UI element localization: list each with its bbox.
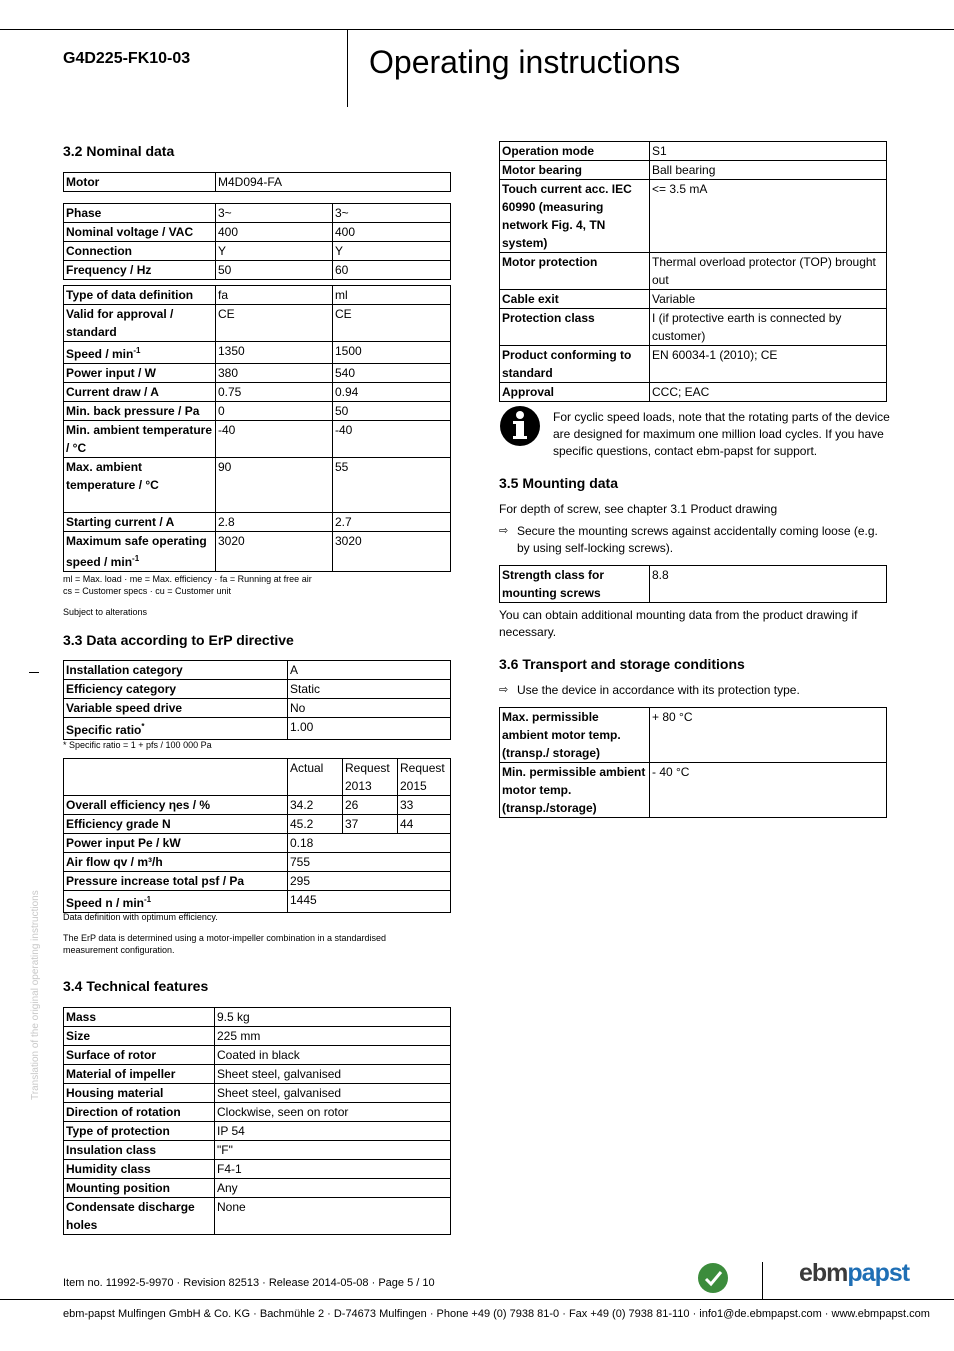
row-label: Starting current / A	[64, 513, 216, 532]
col-text: 2013	[345, 779, 372, 793]
row-label: Power input Pe / kW	[64, 834, 288, 853]
table-row	[500, 161, 887, 180]
info-icon	[499, 405, 541, 447]
row-label: Cable exit	[500, 290, 650, 309]
table-row	[64, 286, 451, 305]
section-heading-transport: 3.6 Transport and storage conditions	[499, 656, 745, 672]
table-row	[64, 1046, 451, 1065]
row-label: Air flow qv / m³/h	[64, 853, 288, 872]
cell: Y	[333, 242, 451, 261]
arrow-icon: ⇨	[499, 525, 509, 537]
table-row	[64, 421, 451, 458]
table-row	[500, 383, 887, 402]
cell: 225 mm	[215, 1027, 451, 1046]
row-label: Efficiency category	[64, 680, 288, 699]
cell: Any	[215, 1179, 451, 1198]
row-label: Mass	[64, 1008, 215, 1027]
section-heading-tech: 3.4 Technical features	[63, 978, 209, 994]
label-sup: -1	[133, 346, 141, 355]
row-label: Variable speed drive	[64, 699, 288, 718]
row-label	[64, 342, 216, 364]
motor-table	[63, 172, 451, 192]
transport-bullet	[499, 682, 887, 699]
cell: 0.94	[333, 383, 451, 402]
table-row	[64, 305, 451, 342]
row-label: Approval	[500, 383, 650, 402]
row-label: Protection class	[500, 309, 650, 346]
cell: 8.8	[650, 566, 887, 603]
cell: 50	[216, 261, 333, 280]
title-divider	[347, 30, 348, 107]
cell: S1	[650, 142, 887, 161]
row-label: Surface of rotor	[64, 1046, 215, 1065]
cell: Sheet steel, galvanised	[215, 1084, 451, 1103]
table-row	[64, 223, 451, 242]
col-text: 2015	[400, 779, 427, 793]
table-row	[64, 718, 451, 740]
row-label: Max. ambient temperature / °C	[64, 458, 216, 513]
page-title: Operating instructions	[369, 44, 681, 80]
row-label	[64, 891, 288, 913]
cell: 3~	[333, 204, 451, 223]
col-request-2015	[398, 759, 451, 796]
cell: 295	[288, 872, 451, 891]
cell: CE	[216, 305, 333, 342]
cell: Static	[288, 680, 451, 699]
row-label: Nominal voltage / VAC	[64, 223, 216, 242]
table-row	[64, 699, 451, 718]
cell: 33	[398, 796, 451, 815]
row-label: Insulation class	[64, 1141, 215, 1160]
table-row	[64, 1198, 451, 1235]
erp-table	[63, 660, 451, 740]
table-row	[500, 763, 887, 818]
cell: -40	[216, 421, 333, 458]
cell: 3020	[333, 532, 451, 572]
cell: 34.2	[288, 796, 343, 815]
cell: 400	[333, 223, 451, 242]
table-row	[64, 1122, 451, 1141]
row-label: Min. back pressure / Pa	[64, 402, 216, 421]
cell: 540	[333, 364, 451, 383]
cell: 3~	[216, 204, 333, 223]
row-label: Installation category	[64, 661, 288, 680]
erp-efficiency-table	[63, 758, 451, 913]
cell: "F"	[215, 1141, 451, 1160]
row-label	[64, 718, 288, 740]
row-label: Motor protection	[500, 253, 650, 290]
cell: ml	[333, 286, 451, 305]
side-note: Translation of the original operating instructions	[30, 890, 41, 1100]
table-row	[64, 1065, 451, 1084]
info-note: For cyclic speed loads, note that the rotating parts of the device are designed for maximum one million load cycles. If you have specific questions, contact ebm-papst for support.	[553, 410, 890, 458]
cell: Clockwise, seen on rotor	[215, 1103, 451, 1122]
col-actual	[288, 759, 343, 796]
table-row	[500, 253, 887, 290]
row-label: Direction of rotation	[64, 1103, 215, 1122]
table-row	[64, 513, 451, 532]
table-row	[64, 242, 451, 261]
row-label: Mounting position	[64, 1179, 215, 1198]
table-row	[500, 708, 887, 763]
cell: 400	[216, 223, 333, 242]
row-label: Phase	[64, 204, 216, 223]
legend-line-1: ml = Max. load · me = Max. efficiency · fa = Running at free air	[63, 574, 312, 584]
footer-rule	[0, 1299, 954, 1300]
table-row	[64, 1141, 451, 1160]
electric-table	[63, 203, 451, 280]
table-row	[64, 458, 451, 513]
top-rule	[0, 29, 954, 30]
table-row	[64, 1103, 451, 1122]
table-header-row	[64, 759, 451, 796]
row-label: Min. permissible ambient motor temp. (transp./storage)	[500, 763, 650, 818]
cell: IP 54	[215, 1122, 451, 1141]
table-row	[64, 173, 451, 192]
row-label	[64, 532, 216, 572]
cell: 55	[333, 458, 451, 513]
cell: Thermal overload protector (TOP) brought out	[650, 253, 887, 290]
footer-item-info: Item no. 11992-5-9970 · Revision 82513 · Release 2014-05-08 · Page 5 / 10	[63, 1277, 435, 1289]
legend-line-2: cs = Customer specs · cu = Customer unit	[63, 586, 232, 596]
row-label: Connection	[64, 242, 216, 261]
table-row	[64, 1084, 451, 1103]
subject-note: Subject to alterations	[63, 607, 148, 617]
cell: Variable	[650, 290, 887, 309]
erp-note-2: The ErP data is determined using a motor-impeller combination in a standardised measurement configuration.	[63, 933, 387, 955]
cell: 45.2	[288, 815, 343, 834]
cell: CE	[333, 305, 451, 342]
row-label: Power input / W	[64, 364, 216, 383]
row-label: Efficiency grade N	[64, 815, 288, 834]
cell: None	[215, 1198, 451, 1235]
cell: Sheet steel, galvanised	[215, 1065, 451, 1084]
cell: 26	[343, 796, 398, 815]
label-text: Maximum safe operating speed / min	[66, 534, 207, 569]
label-text: Specific ratio	[66, 723, 142, 737]
table-row	[64, 680, 451, 699]
cell: 2.7	[333, 513, 451, 532]
cell: EN 60034-1 (2010); CE	[650, 346, 887, 383]
label-text: Speed / min	[66, 347, 134, 361]
row-label: Overall efficiency ηes / %	[64, 796, 288, 815]
col-text: Request	[400, 761, 445, 775]
row-label: Current draw / A	[64, 383, 216, 402]
row-label: Condensate discharge holes	[64, 1198, 215, 1235]
cell: 3020	[216, 532, 333, 572]
cell: 0.18	[288, 834, 451, 853]
table-row	[500, 566, 887, 603]
cell: 380	[216, 364, 333, 383]
section-heading-nominal: 3.2 Nominal data	[63, 143, 175, 159]
label-sup: -1	[144, 895, 152, 904]
table-row	[64, 872, 451, 891]
row-label: Size	[64, 1027, 215, 1046]
cell: -40	[333, 421, 451, 458]
row-label: Humidity class	[64, 1160, 215, 1179]
table-row	[64, 661, 451, 680]
cell: Coated in black	[215, 1046, 451, 1065]
cell: 0.75	[216, 383, 333, 402]
col-request-2013	[343, 759, 398, 796]
row-label: Frequency / Hz	[64, 261, 216, 280]
row-label: Min. ambient temperature / °C	[64, 421, 216, 458]
document-id: G4D225-FK10-03	[63, 50, 191, 67]
section-heading-mounting: 3.5 Mounting data	[499, 475, 618, 491]
cell: F4-1	[215, 1160, 451, 1179]
cell: 2.8	[216, 513, 333, 532]
cell: - 40 °C	[650, 763, 887, 818]
cell: 60	[333, 261, 451, 280]
row-label: Housing material	[64, 1084, 215, 1103]
cell: 1350	[216, 342, 333, 364]
mounting-table	[499, 565, 887, 603]
mounting-bullet	[499, 523, 887, 557]
row-label: Product conforming to standard	[500, 346, 650, 383]
table-row	[64, 891, 451, 913]
brand-part: ebm	[799, 1259, 848, 1287]
table-row	[500, 180, 887, 253]
cell: + 80 °C	[650, 708, 887, 763]
row-label: Motor bearing	[500, 161, 650, 180]
motor-label: Motor	[64, 173, 216, 192]
cell: 0	[216, 402, 333, 421]
table-row	[64, 342, 451, 364]
brand-part: papst	[847, 1259, 910, 1287]
cell: 1.00	[288, 718, 451, 740]
table-row	[64, 383, 451, 402]
row-label: Valid for approval / standard	[64, 305, 216, 342]
table-row	[64, 1027, 451, 1046]
cell: No	[288, 699, 451, 718]
row-label: Strength class for mounting screws	[500, 566, 650, 603]
table-row	[64, 1179, 451, 1198]
cell: A	[288, 661, 451, 680]
table-row	[500, 346, 887, 383]
specific-ratio-footnote: * Specific ratio = 1 + pfs / 100 000 Pa	[63, 740, 212, 750]
tech-table-continued	[499, 141, 887, 402]
arrow-icon: ⇨	[499, 684, 509, 696]
label-sup: *	[141, 722, 145, 731]
bullet-text: Use the device in accordance with its protection type.	[517, 683, 800, 697]
margin-mark	[29, 672, 39, 673]
cell: 50	[333, 402, 451, 421]
cell: fa	[216, 286, 333, 305]
row-label: Material of impeller	[64, 1065, 215, 1084]
table-row	[64, 532, 451, 572]
green-tech-logo	[697, 1262, 729, 1294]
section-heading-erp: 3.3 Data according to ErP directive	[63, 632, 294, 648]
cell: 90	[216, 458, 333, 513]
transport-table	[499, 707, 887, 818]
row-label: Operation mode	[500, 142, 650, 161]
table-row	[500, 142, 887, 161]
logo-divider	[762, 1262, 763, 1300]
empty-header-cell	[64, 759, 288, 796]
erp-note-1: Data definition with optimum efficiency.	[63, 912, 218, 922]
cell: 755	[288, 853, 451, 872]
bullet-text: Secure the mounting screws against accidentally coming loose (e.g. by using self-locking screws).	[517, 524, 878, 555]
cell: 44	[398, 815, 451, 834]
nominal-table	[63, 285, 451, 572]
ebmpapst-logo	[799, 1259, 909, 1288]
table-row	[64, 796, 451, 815]
cell: 1445	[288, 891, 451, 913]
table-row	[64, 1160, 451, 1179]
row-label: Pressure increase total psf / Pa	[64, 872, 288, 891]
row-label: Max. permissible ambient motor temp. (transp./ storage)	[500, 708, 650, 763]
table-row	[64, 1008, 451, 1027]
table-row	[64, 815, 451, 834]
table-row	[64, 204, 451, 223]
table-row	[500, 290, 887, 309]
col-text: Request	[345, 761, 390, 775]
col-actual-text: Actual	[290, 761, 324, 775]
footer-company-info: ebm-papst Mulfingen GmbH & Co. KG · Bachmühle 2 · D-74673 Mulfingen · Phone +49 (0) 7938 81-0 · Fax +49 (0) 7938 81-110 · info1@de.ebmpapst.com · www.ebmpapst.com	[63, 1308, 930, 1320]
cell: Y	[216, 242, 333, 261]
cell: 9.5 kg	[215, 1008, 451, 1027]
table-row	[64, 261, 451, 280]
mounting-after: You can obtain additional mounting data from the product drawing if necessary.	[499, 608, 858, 639]
table-row	[64, 853, 451, 872]
cell: I (if protective earth is connected by customer)	[650, 309, 887, 346]
tech-table	[63, 1007, 451, 1235]
motor-value: M4D094-FA	[216, 173, 451, 192]
table-row	[64, 834, 451, 853]
row-label: Touch current acc. IEC 60990 (measuring network Fig. 4, TN system)	[500, 180, 650, 253]
cell: 37	[343, 815, 398, 834]
table-row	[64, 402, 451, 421]
cell: Ball bearing	[650, 161, 887, 180]
mounting-para: For depth of screw, see chapter 3.1 Product drawing	[499, 502, 778, 516]
table-row	[500, 309, 887, 346]
label-text: Speed n / min	[66, 896, 145, 910]
table-row	[64, 364, 451, 383]
row-label: Type of protection	[64, 1122, 215, 1141]
label-sup: -1	[132, 554, 140, 563]
cell: CCC; EAC	[650, 383, 887, 402]
cell: 1500	[333, 342, 451, 364]
cell: <= 3.5 mA	[650, 180, 887, 253]
row-label: Type of data definition	[64, 286, 216, 305]
